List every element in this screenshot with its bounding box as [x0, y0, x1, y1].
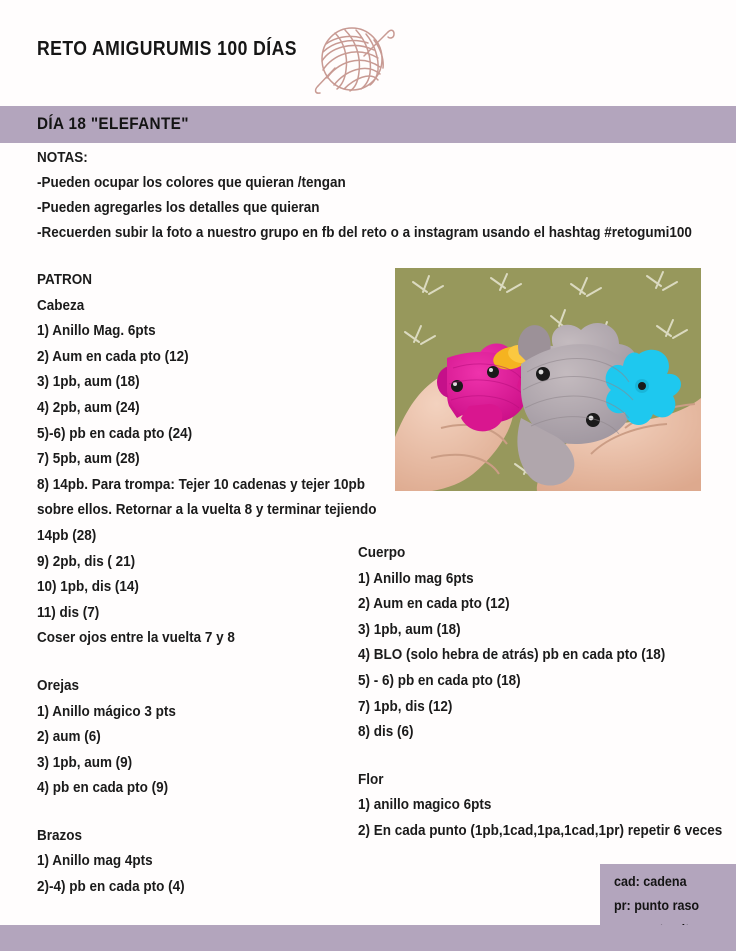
pattern-row: sobre ellos. Retornar a la vuelta 8 y terminar tejiendo: [37, 502, 377, 519]
yarn-ball-with-crochet-hook-icon: [304, 12, 404, 98]
footer-bar: [0, 925, 736, 951]
pattern-row: 3) 1pb, aum (18): [37, 374, 140, 391]
pattern-row: 3) 1pb, aum (18): [358, 621, 461, 638]
pattern-row: 7) 1pb, dis (12): [358, 698, 453, 715]
pattern-row: 8) dis (6): [358, 724, 414, 741]
pattern-row: 10) 1pb, dis (14): [37, 579, 139, 596]
pattern-row: 4) pb en cada pto (9): [37, 780, 169, 797]
pattern-row: 1) anillo magico 6pts: [358, 797, 492, 814]
pattern-right-column: [358, 541, 728, 845]
pattern-row: 4) BLO (solo hebra de atrás) pb en cada pto (18): [358, 647, 666, 664]
pattern-row: 1) Anillo Mag. 6pts: [37, 323, 156, 340]
pattern-row: 4) 2pb, aum (24): [37, 399, 140, 416]
brand-title: RETO AMIGURUMIS 100 DÍAS: [37, 38, 297, 60]
section-heading-flor: Flor: [358, 771, 384, 788]
pattern-row: 3) 1pb, aum (9): [37, 754, 133, 771]
project-photo: [395, 268, 701, 491]
pattern-row: 14pb (28): [37, 527, 97, 544]
notes-line: -Pueden agregarles los detalles que quieran: [37, 200, 320, 216]
notes-block: [37, 146, 727, 246]
section-heading-brazos: Brazos: [37, 827, 82, 844]
pattern-row: 1) Anillo mag 6pts: [358, 570, 474, 587]
day-title: DÍA 18 "ELEFANTE": [37, 114, 189, 133]
pattern-row: 8) 14pb. Para trompa: Tejer 10 cadenas y tejer 10pb: [37, 476, 366, 493]
notes-heading: NOTAS:: [37, 150, 88, 166]
legend-row: pr: punto raso: [614, 898, 700, 913]
section-heading-cuerpo: Cuerpo: [358, 545, 406, 561]
pattern-row: 5)-6) pb en cada pto (24): [37, 425, 193, 442]
legend-row: cad: cadena: [614, 874, 687, 889]
pattern-row: 11) dis (7): [37, 604, 100, 621]
section-heading-orejas: Orejas: [37, 677, 79, 694]
pattern-row: 5) - 6) pb en cada pto (18): [358, 672, 521, 689]
pattern-title: PATRON: [37, 272, 92, 288]
pattern-left-column: [37, 268, 387, 901]
pattern-row: 7) 5pb, aum (28): [37, 451, 140, 468]
pattern-row: 2) Aum en cada pto (12): [358, 596, 510, 613]
pattern-row: 9) 2pb, dis ( 21): [37, 553, 136, 570]
pattern-row: 2)-4) pb en cada pto (4): [37, 879, 185, 896]
pattern-row: 1) Anillo mag 4pts: [37, 853, 153, 870]
notes-line: -Recuerden subir la foto a nuestro grupo en fb del reto o a instagram usando el hashtag #retogumi100: [37, 225, 692, 241]
pattern-row: 2) aum (6): [37, 729, 101, 746]
page-header: [0, 0, 736, 105]
pattern-row: 2) En cada punto (1pb,1cad,1pa,1cad,1pr) repetir 6 veces: [358, 822, 723, 839]
section-heading-cabeza: Cabeza: [37, 297, 85, 314]
pattern-row: 1) Anillo mágico 3 pts: [37, 703, 176, 720]
pattern-row: Coser ojos entre la vuelta 7 y 8: [37, 630, 235, 647]
notes-line: -Pueden ocupar los colores que quieran /tengan: [37, 175, 346, 191]
pattern-row: 2) Aum en cada pto (12): [37, 348, 189, 365]
day-title-bar: [0, 106, 736, 143]
